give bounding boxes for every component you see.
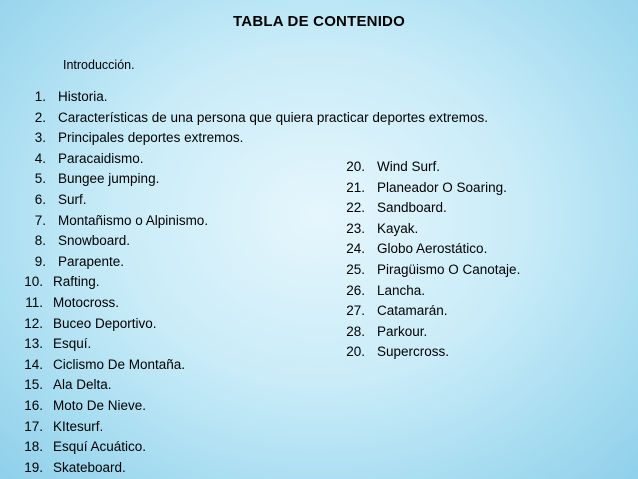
list-item xyxy=(320,342,520,363)
item-number: 3. xyxy=(34,130,46,146)
item-text: Moto De Nieve. xyxy=(53,397,147,413)
list-item xyxy=(0,108,488,129)
item-text: Bungee jumping. xyxy=(58,171,160,187)
item-text: Supercross. xyxy=(377,344,450,360)
list-item xyxy=(320,157,520,178)
item-number: 6. xyxy=(34,191,46,207)
item-number: 8. xyxy=(34,233,46,249)
list-item xyxy=(0,128,488,149)
item-text: Kayak. xyxy=(377,220,419,236)
list-item xyxy=(0,396,488,417)
list-item xyxy=(320,178,520,199)
item-text: Ala Delta. xyxy=(53,377,112,393)
item-number: 17. xyxy=(24,418,43,434)
item-number: 16. xyxy=(24,397,43,413)
item-number: 27. xyxy=(346,303,365,319)
item-number: 14. xyxy=(24,356,43,372)
item-text: Ciclismo De Montaña. xyxy=(53,356,186,372)
item-number: 28. xyxy=(346,323,365,339)
item-number: 15. xyxy=(24,377,43,393)
item-number: 21. xyxy=(346,179,365,195)
item-number: 5. xyxy=(34,171,46,187)
page-title: TABLA DE CONTENIDO xyxy=(233,13,405,30)
item-number: 22. xyxy=(346,200,365,216)
item-text: Parkour. xyxy=(377,323,428,339)
item-number: 26. xyxy=(346,282,365,298)
item-number: 2. xyxy=(34,109,46,125)
item-text: Paracaidismo. xyxy=(58,150,144,166)
item-number: 1. xyxy=(34,89,46,104)
item-text: Montañismo o Alpinismo. xyxy=(58,212,209,228)
list-item xyxy=(320,219,520,240)
list-item xyxy=(0,437,488,458)
item-number: 24. xyxy=(346,241,365,257)
item-text: Surf. xyxy=(58,191,87,207)
item-text: Snowboard. xyxy=(58,233,131,249)
list-item xyxy=(0,417,488,438)
item-text: Planeador O Soaring. xyxy=(377,179,507,195)
intro-text: Introducción. xyxy=(63,58,135,72)
item-number: 7. xyxy=(34,212,46,228)
item-text: Esquí. xyxy=(53,336,92,352)
item-text: Piragüismo O Canotaje. xyxy=(377,261,521,277)
item-number: 12. xyxy=(24,315,43,331)
item-number: 10. xyxy=(24,274,43,290)
item-number: 18. xyxy=(24,439,43,455)
item-number: 19. xyxy=(24,459,43,475)
item-text: Características de una persona que quiera practicar deportes extremos. xyxy=(58,109,488,125)
item-text: Rafting. xyxy=(53,274,100,290)
item-number: 20. xyxy=(346,344,365,360)
item-number: 25. xyxy=(346,261,365,277)
item-text: Wind Surf. xyxy=(377,159,441,174)
item-number: 20. xyxy=(346,159,365,174)
list-item xyxy=(0,87,488,108)
list-item xyxy=(320,322,520,343)
item-text: Principales deportes extremos. xyxy=(58,130,244,146)
item-text: Catamarán. xyxy=(377,303,448,319)
item-text: Globo Aerostático. xyxy=(377,241,488,257)
right-content-list xyxy=(320,157,520,363)
item-text: Sandboard. xyxy=(377,200,447,216)
item-text: Historia. xyxy=(58,89,108,104)
list-item xyxy=(320,281,520,302)
list-item xyxy=(320,198,520,219)
item-text: Lancha. xyxy=(377,282,426,298)
item-text: Esquí Acuático. xyxy=(53,439,147,455)
list-item xyxy=(320,301,520,322)
item-number: 9. xyxy=(34,253,46,269)
list-item xyxy=(320,239,520,260)
list-item xyxy=(0,458,488,479)
item-text: Motocross. xyxy=(53,294,120,310)
item-number: 4. xyxy=(34,150,46,166)
item-number: 11. xyxy=(25,294,43,310)
item-text: Buceo Deportivo. xyxy=(53,315,157,331)
list-item xyxy=(0,375,488,396)
item-text: Parapente. xyxy=(58,253,125,269)
item-text: Skateboard. xyxy=(53,459,126,475)
list-item xyxy=(320,260,520,281)
item-number: 13. xyxy=(24,336,43,352)
item-text: KItesurf. xyxy=(53,418,104,434)
item-number: 23. xyxy=(346,220,365,236)
